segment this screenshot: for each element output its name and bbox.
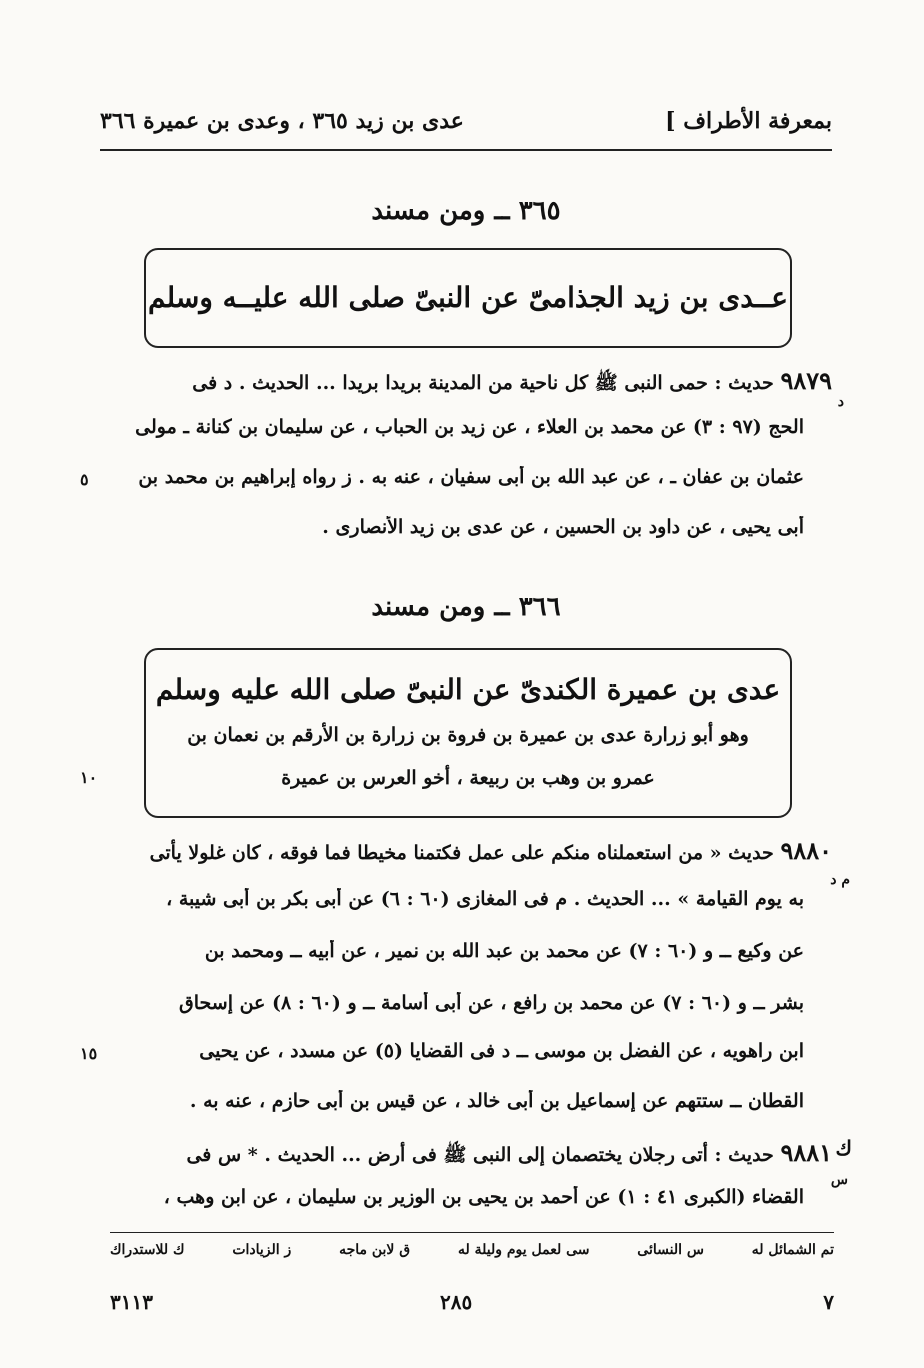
section-box-main-365: عــدى بن زيد الجذامىّ عن النبىّ صلى الله عليــه وسلم	[147, 281, 789, 314]
footer-left-number: ٣١١٣	[110, 1290, 153, 1314]
entry-text: حديث « من استعملناه منكم على عمل فكتمنا مخيطا فما فوقه ، كان غلولا يأتى	[149, 842, 774, 864]
entry-line	[108, 1138, 832, 1171]
header-rule	[100, 149, 832, 151]
abbr-item: س النسائى	[637, 1242, 704, 1258]
entry-line: به يوم القيامة » ... الحديث . م فى المغازى (٦٠ : ٦) عن أبى بكر بن أبى شيبة ،	[166, 888, 804, 910]
header-right-text: بمعرفة الأطراف ]	[665, 108, 832, 134]
entry-line: عثمان بن عفان ـ ، عن عبد الله بن أبى سفيان ، عنه به . ز رواه إبراهيم بن محمد بن	[138, 466, 804, 488]
header-center-text: عدى بن زيد ٣٦٥ ، وعدى بن عميرة ٣٦٦	[100, 108, 464, 134]
abbr-item: ز الزيادات	[232, 1242, 292, 1258]
sigla-mark: د	[837, 394, 844, 410]
sigla-mark: م د	[830, 872, 850, 888]
sigla-mark: س	[830, 1172, 848, 1188]
footnote-rule	[110, 1232, 834, 1233]
page-number: ٢٨٥	[440, 1290, 473, 1314]
hadith-number: ٩٨٨٠	[780, 836, 832, 865]
hadith-number: ٩٨٨١	[780, 1138, 832, 1167]
footnote-abbreviations	[110, 1242, 834, 1258]
running-header	[100, 104, 832, 144]
margin-line-number: ١٠	[80, 768, 98, 787]
abbr-item: ك للاستدراك	[110, 1242, 185, 1258]
entry-text: حديث : أتى رجلان يختصمان إلى النبى ﷺ فى أرض ... الحديث . * س فى	[186, 1144, 774, 1166]
entry-text: حديث : حمى النبى ﷺ كل ناحية من المدينة بريدا بريدا ... الحديث . د فى	[192, 372, 774, 394]
entry-line	[108, 836, 832, 865]
entry-line	[108, 366, 832, 399]
section-box-366	[144, 648, 792, 818]
section-box-main-366: عدى بن عميرة الكندىّ عن النبىّ صلى الله عليه وسلم	[155, 673, 781, 706]
entry-line: بشر ــ و (٦٠ : ٧) عن محمد بن رافع ، عن أبى أسامة ــ و (٦٠ : ٨) عن إسحاق	[178, 992, 804, 1014]
entry-line: عن وكيع ــ و (٦٠ : ٧) عن محمد بن عبد الله بن نمير ، عن أبيه ــ ومحمد بن	[204, 940, 804, 962]
abbr-item: سى لعمل يوم وليلة له	[457, 1242, 590, 1258]
entry-line: الحج (٩٧ : ٣) عن محمد بن العلاء ، عن زيد بن الحباب ، عن سليمان بن كنانة ـ مولى	[135, 416, 804, 438]
section-title-366: ٣٦٦ ــ ومن مسند	[371, 592, 561, 622]
entry-line: القضاء (الكبرى ٤١ : ١) عن أحمد بن يحيى بن الوزير بن سليمان ، عن ابن وهب ،	[163, 1186, 804, 1208]
abbr-item: تم الشمائل له	[751, 1242, 834, 1258]
margin-line-number: ٥	[80, 470, 89, 489]
entry-line: القطان ــ ستتهم عن إسماعيل بن أبى خالد ، عن قيس بن أبى حازم ، عنه به .	[189, 1090, 804, 1112]
margin-line-number: ١٥	[80, 1044, 98, 1063]
section-box-sub-line: وهو أبو زرارة عدى بن عميرة بن فروة بن زرارة بن الأرقم بن نعمان بن	[187, 724, 749, 746]
section-box-sub-line: عمرو بن وهب بن ربيعة ، أخو العرس بن عميرة	[281, 767, 655, 789]
entry-line: أبى يحيى ، عن داود بن الحسين ، عن عدى بن زيد الأنصارى .	[322, 516, 804, 538]
abbr-item: ق لابن ماجه	[339, 1242, 411, 1258]
section-box-365	[144, 248, 792, 348]
marginal-mark: ك	[835, 1136, 852, 1160]
entry-line: ابن راهويه ، عن الفضل بن موسى ــ د فى القضايا (٥) عن مسدد ، عن يحيى	[199, 1040, 804, 1062]
section-title-365: ٣٦٥ ــ ومن مسند	[371, 196, 561, 226]
hadith-number: ٩٨٧٩	[780, 366, 832, 395]
footer-right-number: ٧	[823, 1290, 834, 1314]
